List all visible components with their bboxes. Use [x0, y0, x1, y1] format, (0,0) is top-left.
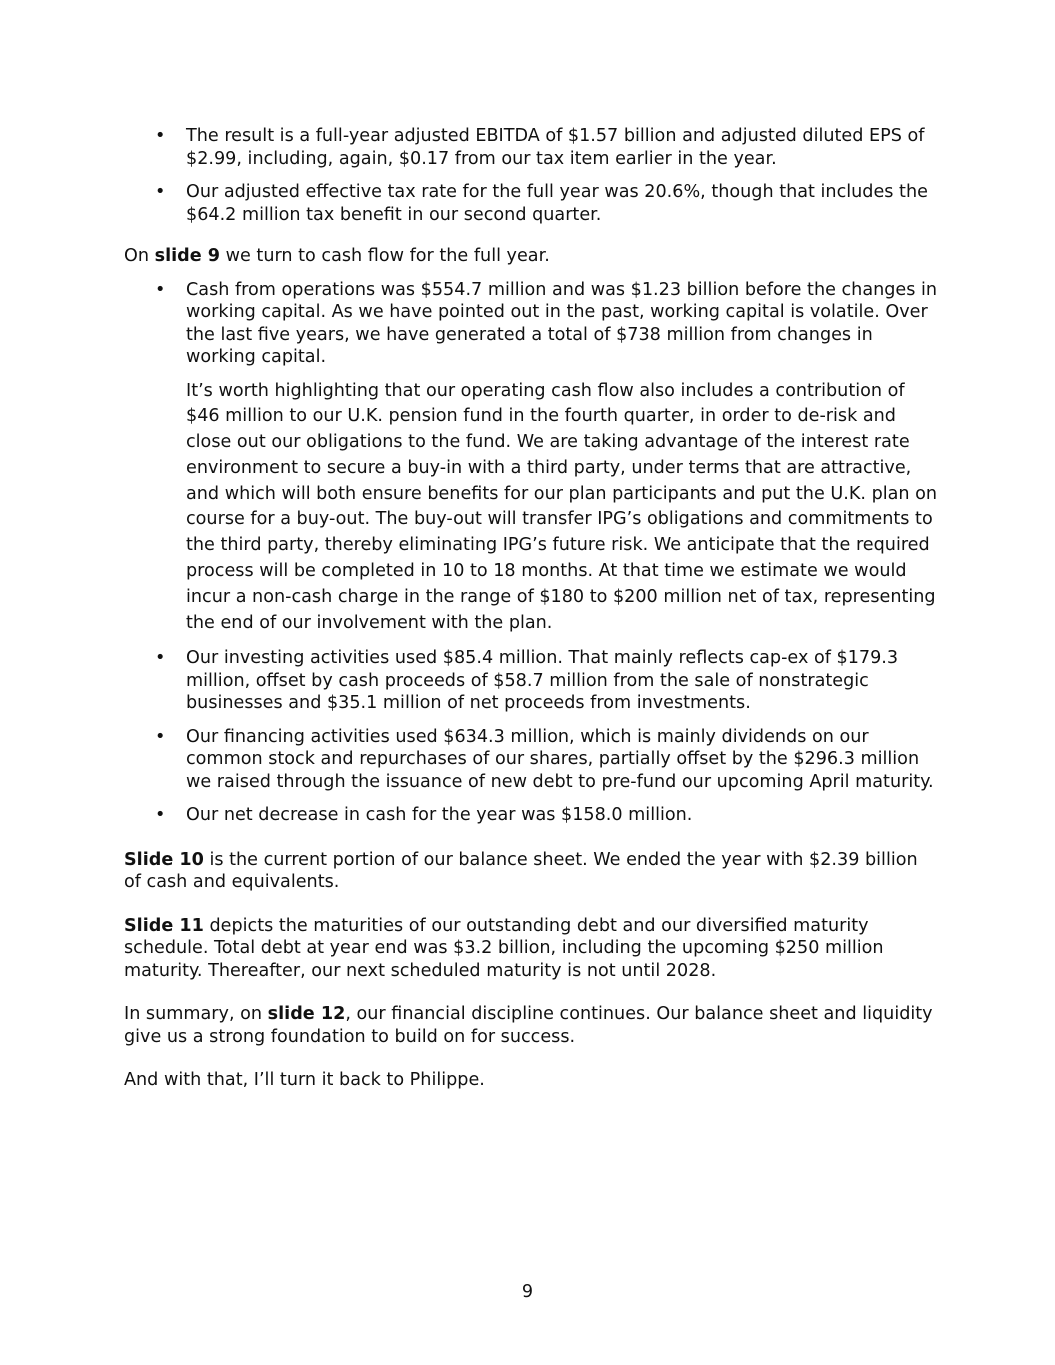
paragraph-slide-11: [124, 915, 939, 983]
slide-9-suffix: we turn to cash flow for the full year.: [220, 246, 550, 266]
document-page: [124, 125, 939, 1113]
bullet-tax-rate: • Our adjusted effective tax rate for the full year was 20.6%, though that includes the $64.2 million tax benefit in our second quarter.: [186, 181, 939, 226]
paragraph-closing: And with that, I’ll turn it back to Philippe.: [124, 1070, 485, 1091]
slide-12-suffix: , our financial discipline continues. Our balance sheet and liquidity give us a strong foundation to build on for success.: [124, 1004, 933, 1047]
paragraph-slide-9: [124, 245, 939, 268]
bullet-cash-operations: [186, 279, 939, 637]
slide-12-ref: slide 12: [267, 1004, 346, 1025]
paragraph-slide-12: [124, 1003, 939, 1048]
slide-9-prefix: On: [124, 246, 155, 266]
slide-9-ref: slide 9: [154, 246, 221, 266]
pension-note: It’s worth highlighting that our operating cash flow also includes a contribution of $46 million to our U.K. pension fund in the fourth quarter, in order to de-risk and close out our obligations to the fund. We are taking advantage of the interest rate environment to secure a buy-in with a third party, under terms that are attractive, and which will both ensure benefits for our plan participants and put the U.K. plan on course for a buy-out. The buy-out will transfer IPG’s obligations and commitments to the third party, thereby eliminating IPG’s future risk. We anticipate that the required process will be completed in 10 to 18 months. At that time we estimate we would incur a non-cash charge in the range of $180 to $200 million net of tax, representing the end of our involvement with the plan.: [186, 380, 938, 633]
bullet-net-decrease: • Our net decrease in cash for the year was $158.0 million.: [186, 804, 939, 827]
cash-operations-text: • Cash from operations was $554.7 million and was $1.23 billion before the changes in working capital. As we have pointed out in the past, working capital is volatile. Over the last five years, we have generated a total of $738 million from changes in working capital.: [186, 279, 938, 367]
paragraph-slide-10: [124, 849, 939, 894]
bullet-financing: • Our financing activities used $634.3 million, which is mainly dividends on our common stock and repurchases of our shares, partially offset by the $296.3 million we raised through the issuance of new debt to pre-fund our upcoming April maturity.: [186, 726, 939, 794]
bullet-list-cash-flow: [124, 279, 939, 827]
slide-11-ref: Slide 11: [124, 915, 204, 936]
bullet-investing: • Our investing activities used $85.4 million. That mainly reflects cap-ex of $179.3 million, offset by cash proceeds of $58.7 million from the sale of nonstrategic businesses and $35.1 million of net proceeds from investments.: [186, 647, 939, 715]
slide-10-suffix: is the current portion of our balance sheet. We ended the year with $2.39 billion of cash and equivalents.: [124, 849, 918, 893]
slide-12-prefix: In summary, on: [124, 1004, 268, 1025]
page-number: 9: [521, 1282, 534, 1302]
slide-10-ref: Slide 10: [124, 849, 204, 870]
bullet-list-results: [124, 125, 939, 226]
bullet-ebitda: • The result is a full-year adjusted EBITDA of $1.57 billion and adjusted diluted EPS of $2.99, including, again, $0.17 from our tax item earlier in the year.: [186, 125, 939, 170]
slide-11-suffix: depicts the maturities of our outstanding debt and our diversified maturity schedule. Total debt at year end was $3.2 billion, including the upcoming $250 million maturity. Thereafter, our next scheduled maturity is not until 2028.: [124, 915, 884, 981]
